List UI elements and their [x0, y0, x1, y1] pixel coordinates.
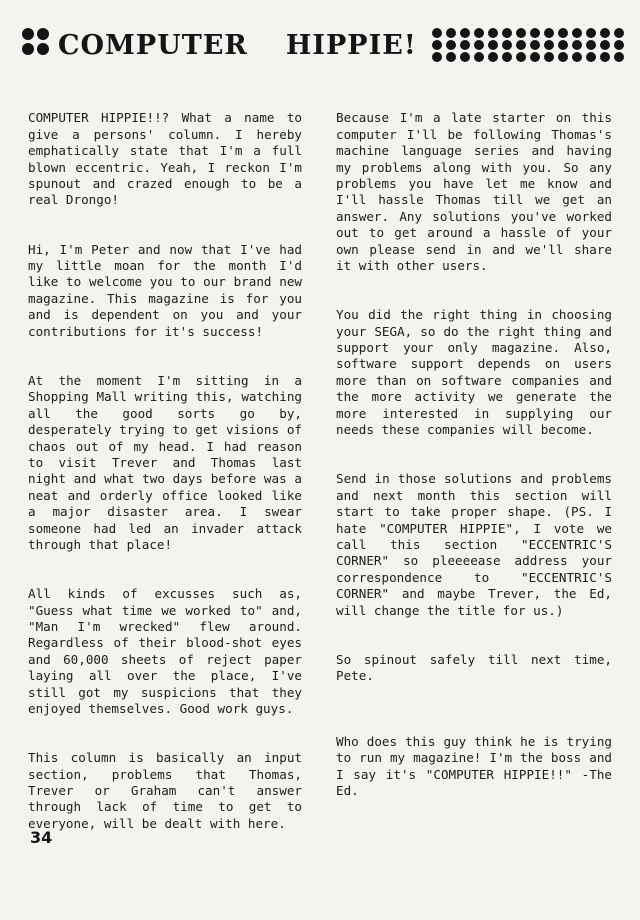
- dot-icon: [474, 40, 484, 50]
- dot-icon: [446, 28, 456, 38]
- paragraph: At the moment I'm sitting in a Shopping Mall writing this, watching all the good sorts go by, desperately trying to get visions of chaos out of my head. I had reason to visit Trever and Thomas last night and what two days before was a neat and orderly office looked like a major disaster area. I swear someone had led an invader attack through that place!: [28, 372, 302, 552]
- dot-icon: [586, 40, 596, 50]
- paragraph: This column is basically an input section, problems that Thomas, Trever or Graham can't answer through lack of time to get to everyone, will be dealt with here.: [28, 750, 302, 831]
- dot-icon: [600, 52, 610, 62]
- paragraph: COMPUTER HIPPIE!!? What a name to give a persons' column. I hereby emphatically state that I'm a full blown eccentric. Yeah, I reckon I'm spunout and crazed enough to be a real Drongo!: [28, 110, 302, 208]
- title-word-2: HIPPIE!: [285, 30, 417, 61]
- article-column-left: [28, 94, 302, 865]
- dot-icon: [530, 28, 540, 38]
- page-number: 34: [30, 828, 53, 847]
- sign-off: So spinout safely till next time, Pete.: [336, 651, 612, 684]
- dot-icon: [544, 28, 554, 38]
- dot-icon: [432, 52, 442, 62]
- dot-icon: [614, 40, 624, 50]
- paragraph: All kinds of excusses such as, "Guess what time we worked to" and, "Man I'm wrecked" flew around. Regardless of their blood-shot eyes and 60,000 sheets of reject paper laying all over the place, I've still got my suspicions that they enjoyed themselves. Good work guys.: [28, 586, 302, 716]
- dot-icon: [488, 28, 498, 38]
- dot-icon: [474, 28, 484, 38]
- dot-icon: [586, 28, 596, 38]
- dot-icon: [488, 40, 498, 50]
- dot-icon: [544, 52, 554, 62]
- dot-icon: [460, 52, 470, 62]
- dot-icon: [572, 28, 582, 38]
- dot-icon: [460, 40, 470, 50]
- dot-icon: [516, 28, 526, 38]
- dot-icon: [502, 52, 512, 62]
- article-column-right: [336, 94, 612, 832]
- dot-icon: [432, 28, 442, 38]
- dot-icon: [516, 52, 526, 62]
- paragraph: Hi, I'm Peter and now that I've had my little moan for the month I'd like to welcome you to our brand new magazine. This magazine is for you and is dependent on you and your contributions for it's success!: [28, 241, 302, 339]
- dot-icon: [558, 52, 568, 62]
- dot-icon: [544, 40, 554, 50]
- dot-icon: [460, 28, 470, 38]
- page-header: [22, 26, 622, 66]
- dot-icon: [530, 40, 540, 50]
- paragraph: Because I'm a late starter on this computer I'll be following Thomas's machine language series and having my problems along with you. So any problems you have let me know and I'll hassle Thomas till we get an answer. Any solutions you've worked out to get around a hassle of your own please send in and we'll share it with other users.: [336, 110, 612, 274]
- title-word-1: COMPUTER: [58, 30, 248, 61]
- dot-icon: [614, 52, 624, 62]
- dot-icon: [558, 40, 568, 50]
- decorative-dots-right: [432, 28, 628, 64]
- dot-icon: [530, 52, 540, 62]
- dot-icon: [446, 40, 456, 50]
- dot-icon: [516, 40, 526, 50]
- dot-icon: [474, 52, 484, 62]
- dot-icon: [502, 40, 512, 50]
- dot-icon: [558, 28, 568, 38]
- dot-icon: [614, 28, 624, 38]
- dot-icon: [502, 28, 512, 38]
- paragraph: Send in those solutions and problems and next month this section will start to take proper shape. (PS. I hate "COMPUTER HIPPIE", I vote we call this section "ECCENTRIC'S CORNER" so pleeeease address your correspondence to "ECCENTRIC'S CORNER" and maybe Trever, the Ed, will change the title for us.): [336, 471, 612, 618]
- dot-icon: [586, 52, 596, 62]
- dot-icon: [37, 28, 49, 40]
- dot-icon: [600, 28, 610, 38]
- column-title: [58, 26, 417, 66]
- decorative-dots-left: [22, 28, 52, 62]
- dot-icon: [37, 43, 49, 55]
- paragraph: You did the right thing in choosing your SEGA, so do the right thing and support your only magazine. Also, software support depends on users more than on software companies and the more activity we generate the more interested in supplying our needs these companies will become.: [336, 307, 612, 438]
- dot-icon: [488, 52, 498, 62]
- dot-icon: [572, 52, 582, 62]
- dot-icon: [22, 43, 34, 55]
- editor-note: Who does this guy think he is trying to run my magazine! I'm the boss and I say it's "COMPUTER HIPPIE!!" -The Ed.: [336, 733, 612, 798]
- dot-icon: [432, 40, 442, 50]
- dot-icon: [600, 40, 610, 50]
- dot-icon: [446, 52, 456, 62]
- dot-icon: [572, 40, 582, 50]
- dot-icon: [22, 28, 34, 40]
